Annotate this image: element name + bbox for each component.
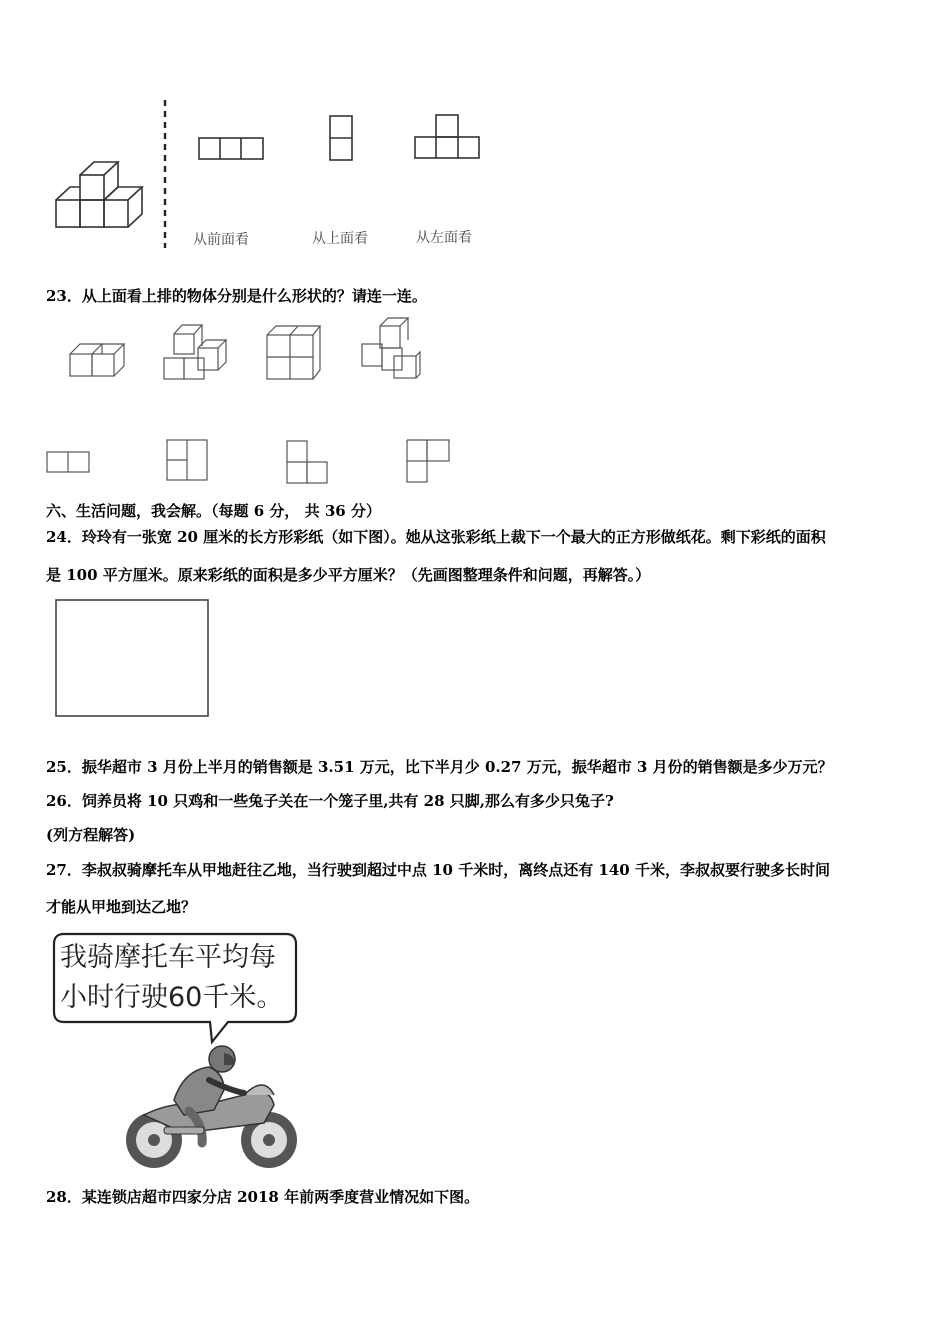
left-view-shape [414,114,484,162]
speech-bubble-line-1: 我骑摩托车平均每 [60,942,276,973]
paper-rectangle [54,598,214,722]
top-view-label: 从上面看 [312,231,368,247]
object-2-cubes [162,322,232,384]
top-view-shape [329,115,355,163]
question-26-note: (列方程解答) [46,826,136,844]
front-view-label: 从前面看 [193,232,249,248]
shape-option-4 [406,439,454,485]
question-27-line-1: 27．李叔叔骑摩托车从甲地赶往乙地，当行驶到超过中点 10 千米时，离终点还有 140 千米，李叔叔要行驶多长时间 [46,861,830,879]
object-4-cubes [358,316,428,382]
section-6-heading: 六、生活问题，我会解。（每题 6 分， 共 36 分） [46,502,381,520]
cube-stack-figure [50,155,170,245]
shape-option-3 [286,440,334,486]
question-27-line-2: 才能从甲地到达乙地？ [46,898,197,916]
question-24-line-2: 是 100 平方厘米。原来彩纸的面积是多少平方厘米？（先画图整理条件和问题，再解答。） [46,566,651,584]
question-24-line-1: 24．玲玲有一张宽 20 厘米的长方形彩纸（如下图）。她从这张彩纸上裁下一个最大的正方形做纸花。剩下彩纸的面积 [46,528,826,546]
shape-option-2 [166,439,214,483]
front-view-shape [198,137,268,163]
divider-dashed-line [163,100,167,250]
object-1-cubes [68,340,128,380]
motorcycle-rider-illustration [124,1045,304,1175]
question-28-text: 28．某连锁店超市四家分店 2018 年前两季度营业情况如下图。 [46,1188,480,1206]
question-25-text: 25．振华超市 3 月份上半月的销售额是 3.51 万元，比下半月少 0.27 万元，振华超市 3 月份的销售额是多少万元？ [46,758,833,776]
shape-option-1 [46,451,94,475]
speech-bubble-line-2: 小时行驶60千米。 [60,982,284,1013]
object-3-cubes [264,323,324,385]
left-view-label: 从左面看 [416,230,472,246]
question-23-text: 23．从上面看上排的物体分别是什么形状的？请连一连。 [46,287,427,305]
question-26-text: 26．饲养员将 10 只鸡和一些兔子关在一个笼子里,共有 28 只脚,那么有多少只兔子? [46,792,614,810]
